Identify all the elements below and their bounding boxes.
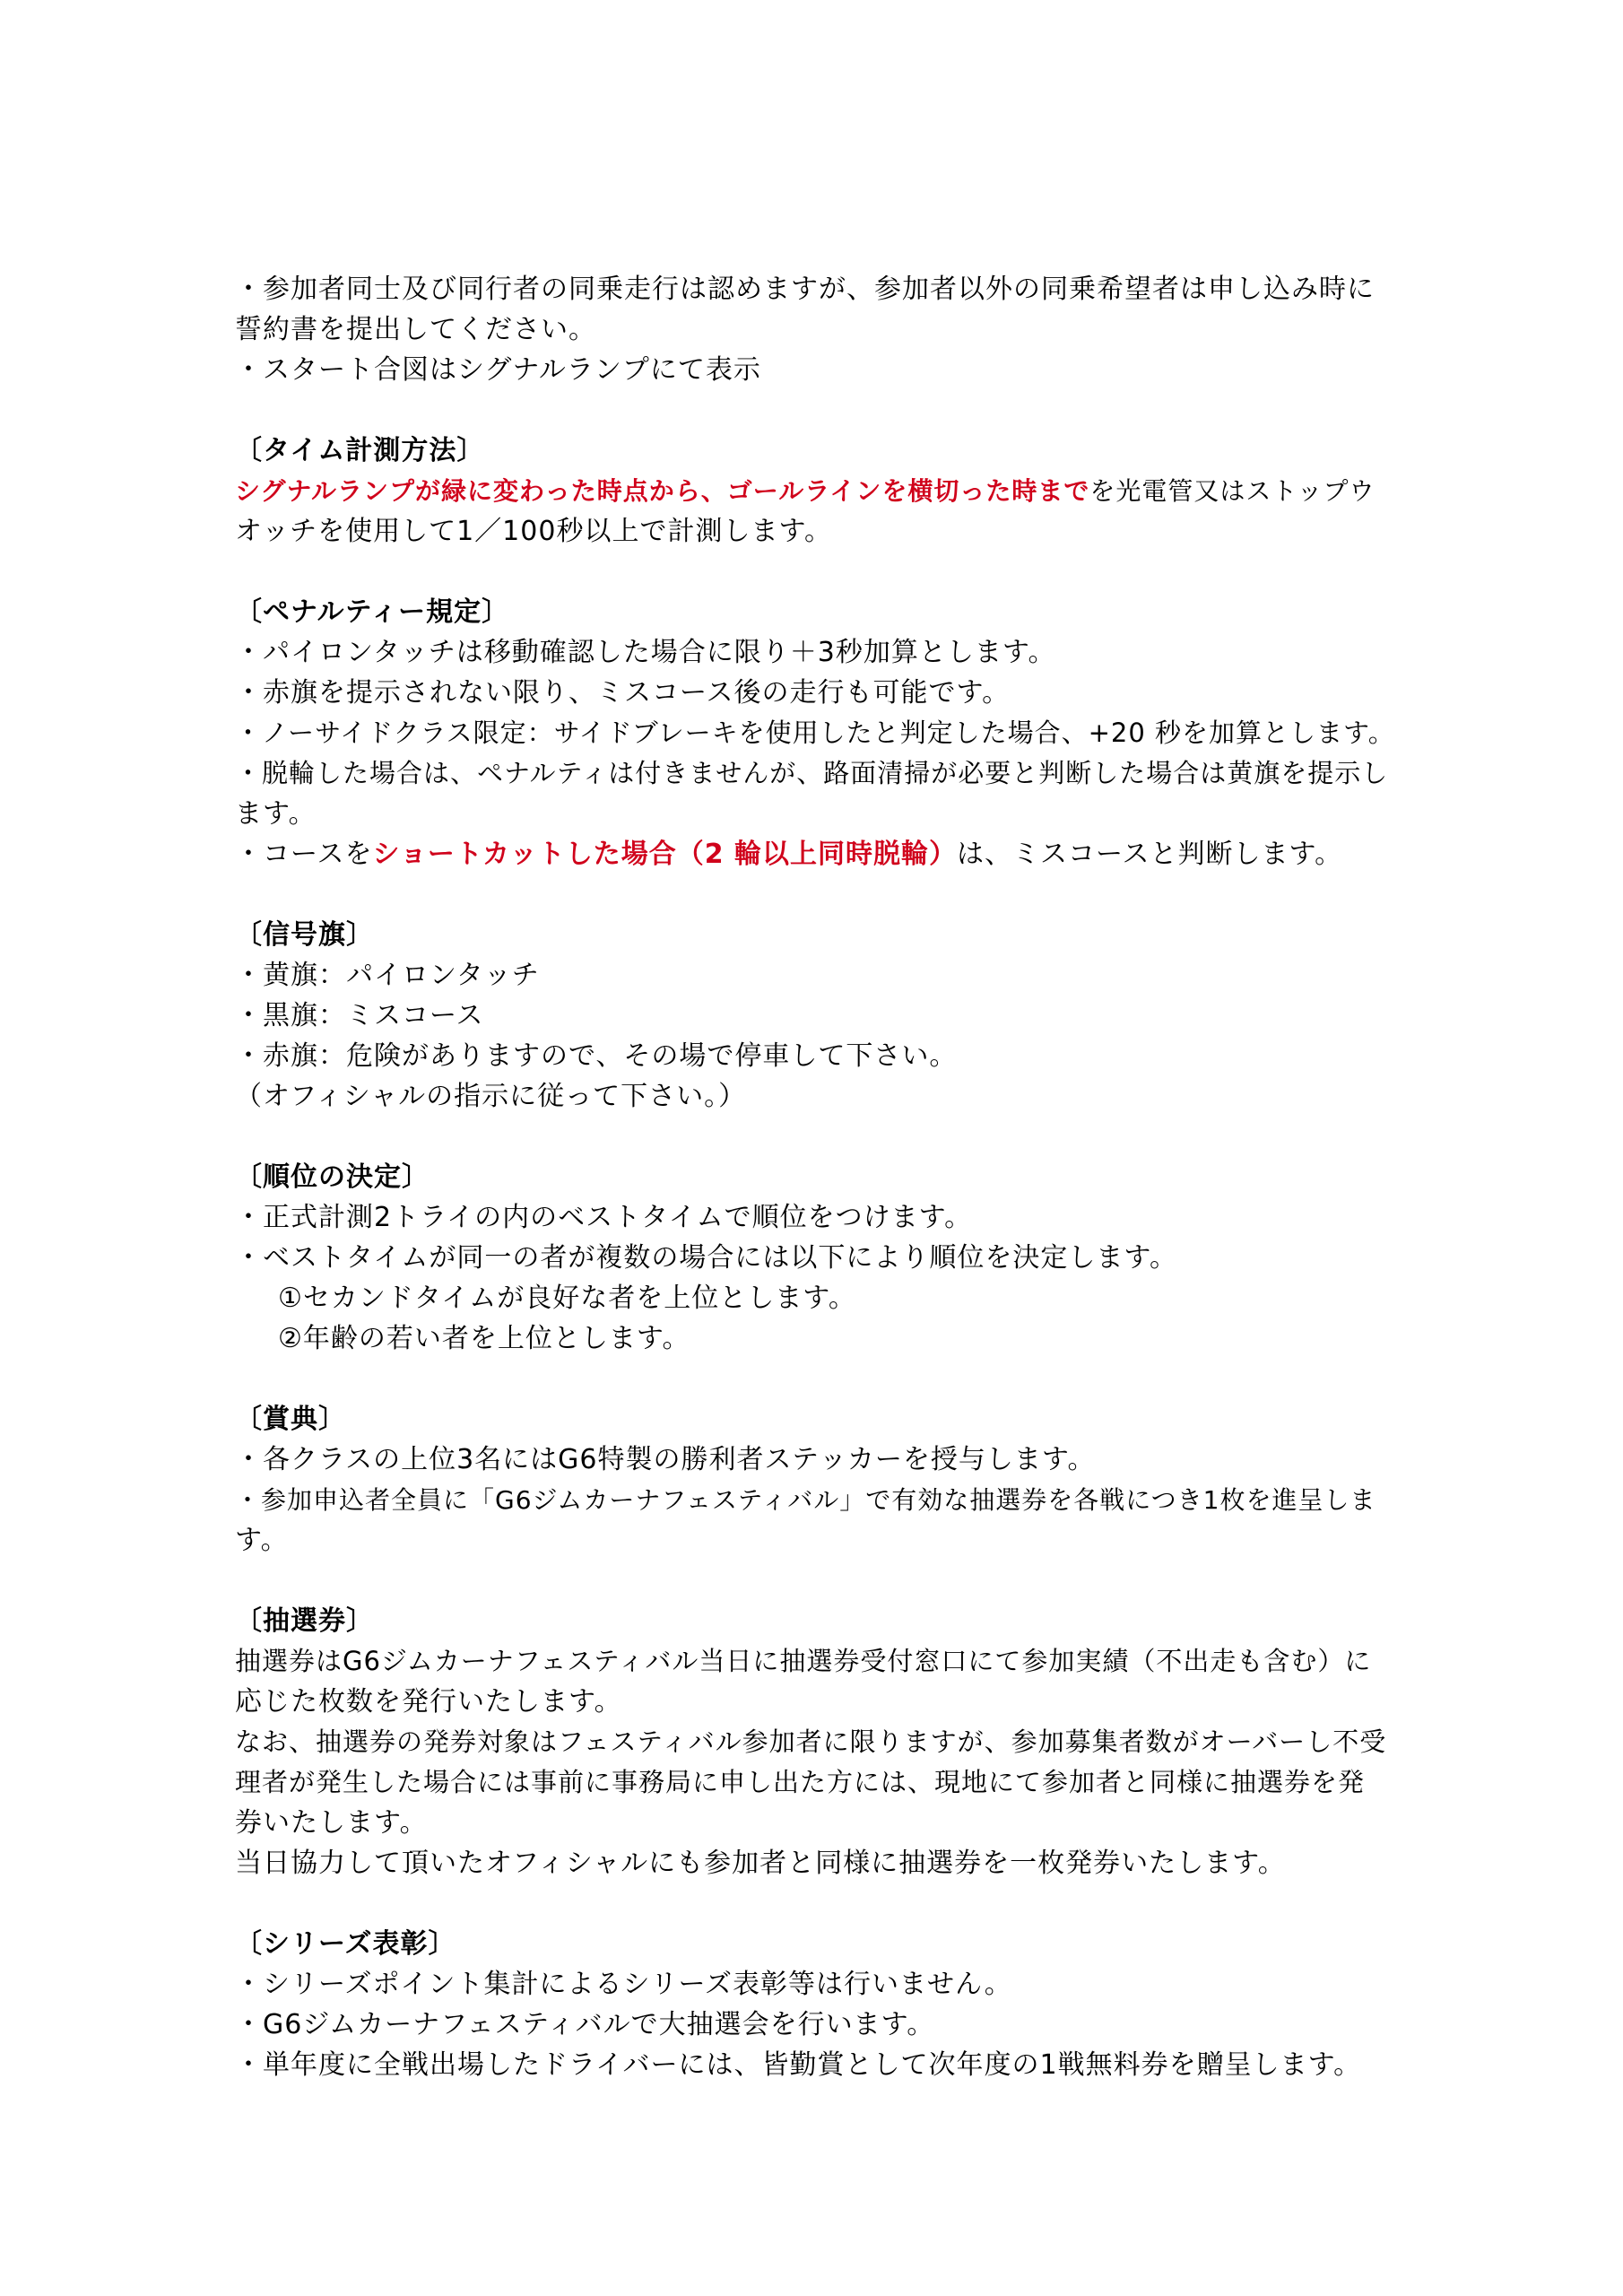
prizes-line-2a: ・参加申込者全員に「G6ジムカーナフェスティバル」で有効な抽選券を各戦につき1枚を進呈しま bbox=[235, 1485, 1376, 1515]
lottery-line-1a: 抽選券はG6ジムカーナフェスティバル当日に抽選券受付窓口にて参加実績（不出走も含む）に bbox=[235, 1646, 1372, 1676]
timing-line-1-rest: を光電管又はストップウ bbox=[1089, 476, 1376, 506]
section-heading-series: 〔シリーズ表彰〕 bbox=[235, 1928, 456, 1960]
ranking-line-1: ・正式計測2トライの内のベストタイムで順位をつけます。 bbox=[235, 1202, 973, 1233]
timing-line-1 bbox=[235, 471, 1401, 511]
penalty-highlight: ショートカットした場合（2 輪以上同時脱輪） bbox=[372, 839, 958, 870]
intro-line-1a: ・参加者同士及び同行者の同乗走行は認めますが、参加者以外の同乗希望者は申し込み時に bbox=[235, 274, 1375, 305]
spacer bbox=[235, 390, 1401, 430]
section-heading-timing: 〔タイム計測方法〕 bbox=[235, 435, 485, 466]
spacer bbox=[235, 1117, 1401, 1157]
penalty-line-3: ・ノーサイドクラス限定：サイドブレーキを使用したと判定した場合、+20 秒を加算とします。 bbox=[235, 718, 1395, 748]
flags-line-4: （オフィシャルの指示に従って下さい。） bbox=[235, 1081, 747, 1112]
section-heading-prizes: 〔賞典〕 bbox=[235, 1404, 346, 1435]
penalty-line-5-post: は、ミスコースと判断します。 bbox=[957, 839, 1343, 870]
lottery-line-2a: なお、抽選券の発券対象はフェスティバル参加者に限りますが、参加募集者数がオーバーし不受 bbox=[235, 1726, 1387, 1757]
ranking-line-4: ②年齢の若い者を上位とします。 bbox=[278, 1323, 690, 1354]
section-heading-flags: 〔信号旗〕 bbox=[235, 919, 374, 951]
lottery-line-1b: 応じた枚数を発行いたします。 bbox=[235, 1686, 622, 1718]
penalty-line-4a: ・脱輪した場合は、ペナルティは付きませんが、路面清掃が必要と判断した場合は黄旗を提示し bbox=[235, 758, 1389, 788]
series-line-1: ・シリーズポイント集計によるシリーズ表彰等は行いません。 bbox=[235, 1969, 1012, 2000]
timing-highlight: シグナルランプが緑に変わった時点から、ゴールラインを横切った時まで bbox=[235, 476, 1090, 506]
intro-line-2: ・スタート合図はシグナルランプにて表示 bbox=[235, 354, 761, 386]
penalty-line-5-pre: ・コースを bbox=[235, 839, 373, 870]
document-body bbox=[235, 269, 1401, 2085]
intro-line-1b: 誓約書を提出してください。 bbox=[235, 314, 596, 345]
series-line-3: ・単年度に全戦出場したドライバーには、皆勤賞として次年度の1戦無料券を贈呈します。 bbox=[235, 2049, 1362, 2081]
flags-line-2: ・黒旗：ミスコース bbox=[235, 1000, 484, 1031]
spacer bbox=[235, 552, 1401, 592]
spacer bbox=[235, 1359, 1401, 1399]
timing-line-2: オッチを使用して1／100秒以上で計測します。 bbox=[235, 516, 833, 547]
penalty-line-4b: ます。 bbox=[235, 798, 317, 830]
lottery-line-2b: 理者が発生した場合には事前に事務局に申し出た方には、現地にて参加者と同様に抽選券を発 bbox=[235, 1767, 1366, 1797]
section-heading-penalty: 〔ペナルティー規定〕 bbox=[235, 596, 510, 628]
penalty-line-1: ・パイロンタッチは移動確認した場合に限り＋3秒加算とします。 bbox=[235, 637, 1056, 668]
spacer bbox=[235, 874, 1401, 915]
lottery-line-2c: 券いたします。 bbox=[235, 1807, 428, 1839]
ranking-line-2: ・ベストタイムが同一の者が複数の場合には以下により順位を決定します。 bbox=[235, 1242, 1177, 1274]
flags-line-3: ・赤旗：危険がありますので、その場で停車して下さい。 bbox=[235, 1040, 958, 1072]
lottery-line-3: 当日協力して頂いたオフィシャルにも参加者と同様に抽選券を一枚発券いたします。 bbox=[235, 1848, 1286, 1879]
prizes-line-2b: す。 bbox=[235, 1525, 289, 1556]
prizes-line-1: ・各クラスの上位3名にはG6特製の勝利者ステッカーを授与します。 bbox=[235, 1444, 1096, 1475]
ranking-line-3: ①セカンドタイムが良好な者を上位とします。 bbox=[278, 1283, 856, 1314]
penalty-line-2: ・赤旗を提示されない限り、ミスコース後の走行も可能です。 bbox=[235, 677, 1011, 709]
spacer bbox=[235, 1561, 1401, 1601]
section-heading-lottery: 〔抽選券〕 bbox=[235, 1605, 374, 1637]
section-heading-ranking: 〔順位の決定〕 bbox=[235, 1161, 430, 1193]
penalty-line-5 bbox=[235, 834, 1401, 874]
flags-line-1: ・黄旗：パイロンタッチ bbox=[235, 960, 540, 991]
series-line-2: ・G6ジムカーナフェスティバルで大抽選会を行います。 bbox=[235, 2009, 935, 2040]
spacer bbox=[235, 1883, 1401, 1924]
